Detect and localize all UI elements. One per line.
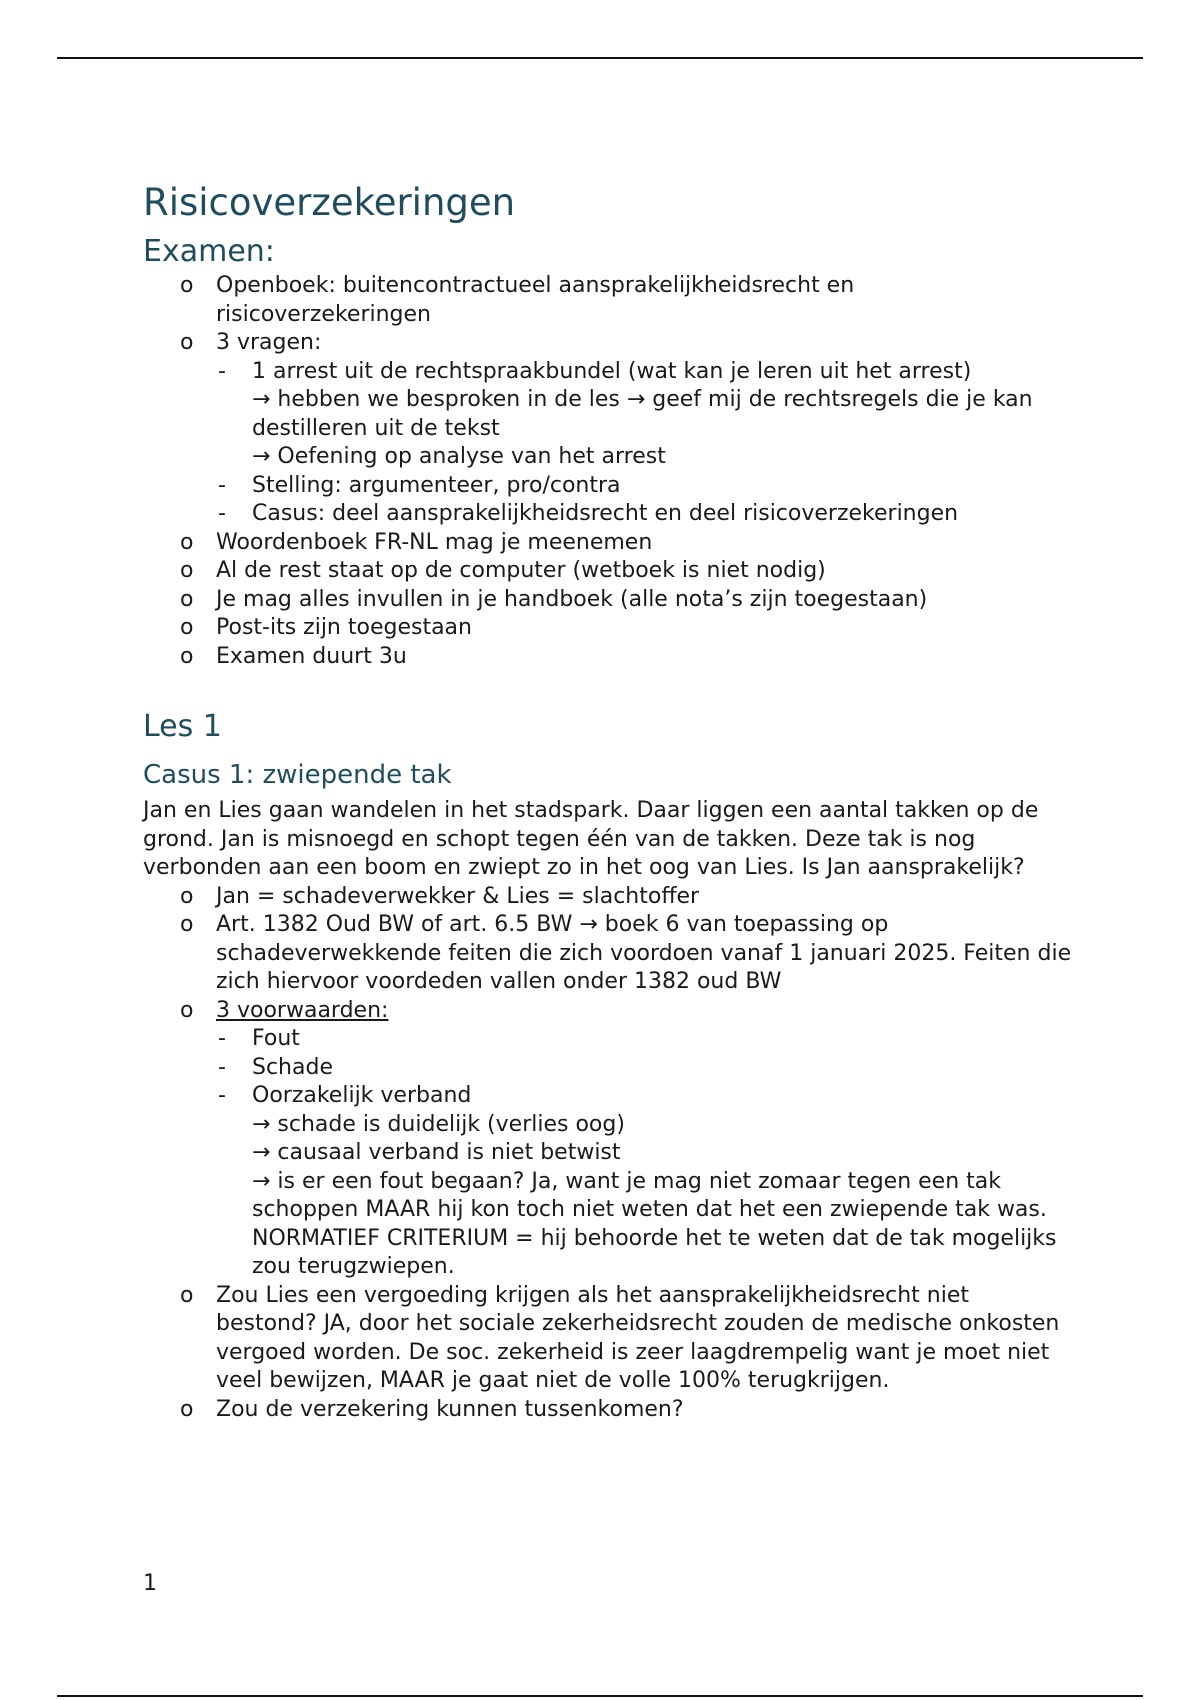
list-item: o Al de rest staat op de computer (wetboek is niet nodig) bbox=[143, 557, 1073, 586]
bullet-o: o bbox=[180, 643, 194, 669]
bullet-o: o bbox=[180, 529, 194, 555]
bullet-o: o bbox=[180, 997, 194, 1023]
bullet-o: o bbox=[180, 330, 194, 355]
examen-list bbox=[143, 272, 1073, 671]
casus-1-heading: Casus 1: zwiepende tak bbox=[143, 760, 452, 790]
document-title: Risicoverzekeringen bbox=[143, 181, 516, 224]
header-rule bbox=[57, 57, 1143, 59]
footer-rule bbox=[57, 1695, 1143, 1697]
bullet-o: o bbox=[180, 586, 194, 612]
page-number: 1 bbox=[143, 1571, 157, 1596]
bullet-o: o bbox=[180, 273, 194, 298]
list-item: o Art. 1382 Oud BW of art. 6.5 BW → boek 6 van toepassing op schadeverwekkende feiten die zich voordoen vanaf 1 januari 2025. Feiten die zich hiervoor voordeden vallen onder 1382 oud BW bbox=[180, 912, 1072, 994]
bullet-o: o bbox=[180, 558, 194, 583]
sub-list-item: - Casus: deel aansprakelijkheidsrecht en deel risicoverzekeringen bbox=[143, 500, 1073, 529]
sub-list-item: - Stelling: argumenteer, pro/contra bbox=[143, 472, 1073, 501]
bullet-o: o bbox=[180, 1282, 194, 1308]
document-body bbox=[143, 178, 1073, 1424]
sub-list-item: - Oorzakelijk verband → schade is duidelijk (verlies oog) → causaal verband is niet betwist → is er een fout begaan? Ja, want je mag niet zomaar tegen een tak schoppen MAAR hij kon toch niet weten dat het een zwiepende tak was. NORMATIEF CRITERIUM = hij behoorde het te weten dat de tak mogelijks zou terugzwiepen. bbox=[218, 1083, 1057, 1279]
bullet-dash: - bbox=[218, 472, 226, 498]
list-item: o Woordenboek FR-NL mag je meenemen bbox=[143, 529, 1073, 558]
bullet-dash: - bbox=[218, 1083, 226, 1108]
list-item: o Post-its zijn toegestaan bbox=[143, 614, 1073, 643]
list-item: o Openboek: buitencontractueel aansprakelijkheidsrecht en risicoverzekeringen bbox=[180, 273, 855, 327]
sub-list-item: - 1 arrest uit de rechtspraakbundel (wat kan je leren uit het arrest) → hebben we besproken in de les → geef mij de rechtsregels die je kan destilleren uit de tekst → Oefening op analyse van het arrest bbox=[218, 358, 1033, 469]
bullet-o: o bbox=[180, 912, 194, 937]
les-1-heading: Les 1 bbox=[143, 709, 222, 744]
bullet-dash: - bbox=[218, 1026, 226, 1051]
list-item: o 3 vragen: bbox=[143, 329, 1073, 358]
list-item: o Je mag alles invullen in je handboek (alle nota’s zijn toegestaan) bbox=[143, 586, 1073, 615]
bullet-dash: - bbox=[218, 501, 226, 526]
bullet-o: o bbox=[180, 883, 194, 909]
list-item: o 3 voorwaarden: bbox=[143, 997, 1073, 1026]
list-item: o Examen duurt 3u bbox=[143, 643, 1073, 672]
casus-1-list bbox=[143, 883, 1073, 1425]
bullet-o: o bbox=[180, 1396, 194, 1422]
examen-heading: Examen: bbox=[143, 234, 275, 269]
casus-1-intro: Jan en Lies gaan wandelen in het stadspark. Daar liggen een aantal takken op de grond. Jan is misnoegd en schopt tegen één van de takken. Deze tak is nog verbonden aan een boom en zwiept zo in het oog van Lies. Is Jan aansprakelijk? bbox=[143, 798, 1039, 880]
bullet-dash: - bbox=[218, 358, 226, 384]
list-item: o Zou de verzekering kunnen tussenkomen? bbox=[143, 1396, 1073, 1425]
list-item: o Jan = schadeverwekker & Lies = slachtoffer bbox=[143, 883, 1073, 912]
sub-list-item: - Schade bbox=[143, 1054, 1073, 1083]
list-item: o Zou Lies een vergoeding krijgen als het aansprakelijkheidsrecht niet bestond? JA, door het sociale zekerheidsrecht zouden de medische onkosten vergoed worden. De soc. zekerheid is zeer laagdrempelig want je moet niet veel bewijzen, MAAR je gaat niet de volle 100% terugkrijgen. bbox=[180, 1282, 1060, 1393]
bullet-dash: - bbox=[218, 1054, 226, 1080]
sub-list-item: - Fout bbox=[143, 1025, 1073, 1054]
bullet-o: o bbox=[180, 615, 194, 640]
